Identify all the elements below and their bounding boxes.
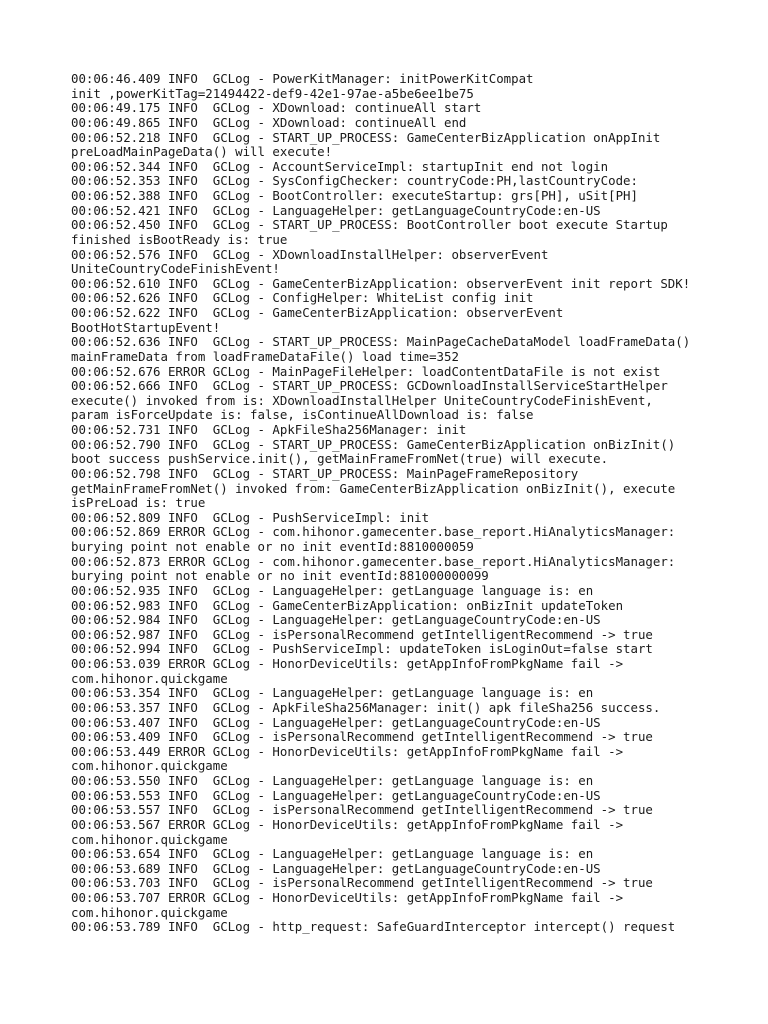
log-document	[71, 72, 721, 935]
log-line: 00:06:53.654 INFO GCLog - LanguageHelper: getLanguage language is: en	[71, 846, 594, 862]
log-line: execute() invoked from is: XDownloadInstallHelper UniteCountryCodeFinishEvent,	[71, 392, 653, 408]
log-line: 00:06:53.407 INFO GCLog - LanguageHelper: getLanguageCountryCode:en-US	[71, 714, 601, 730]
log-line: 00:06:52.344 INFO GCLog - AccountServiceImpl: startupInit end not login	[71, 158, 609, 174]
log-line: 00:06:49.175 INFO GCLog - XDownload: continueAll start	[71, 100, 482, 116]
log-line: 00:06:53.567 ERROR GCLog - HonorDeviceUtils: getAppInfoFromPkgName fail ->	[71, 816, 624, 832]
log-line: init ,powerKitTag=21494422-def9-42e1-97ae-a5be6ee1be75	[71, 85, 474, 101]
log-line: 00:06:52.622 INFO GCLog - GameCenterBizApplication: observerEvent	[71, 305, 564, 320]
log-line: burying point not enable or no init eventId:881000000099	[71, 568, 489, 584]
log-line: 00:06:52.983 INFO GCLog - GameCenterBizApplication: onBizInit updateToken	[71, 597, 624, 613]
log-line: 00:06:52.869 ERROR GCLog - com.hihonor.gamecenter.base_report.HiAnalyticsManager:	[71, 524, 676, 540]
log-line: com.hihonor.quickgame	[71, 670, 228, 686]
log-line: 00:06:52.994 INFO GCLog - PushServiceImpl: updateToken isLoginOut=false start	[71, 641, 653, 657]
log-line: 00:06:52.636 INFO GCLog - START_UP_PROCESS: MainPageCacheDataModel loadFrameData()	[71, 334, 691, 350]
log-line: 00:06:52.626 INFO GCLog - ConfigHelper: WhiteList config init	[71, 290, 534, 306]
log-line: 00:06:52.798 INFO GCLog - START_UP_PROCESS: MainPageFrameRepository	[71, 465, 579, 481]
log-line: 00:06:52.666 INFO GCLog - START_UP_PROCESS: GCDownloadInstallServiceStartHelper	[71, 378, 668, 394]
log-line: com.hihonor.quickgame	[71, 831, 228, 847]
log-line: 00:06:52.731 INFO GCLog - ApkFileSha256Manager: init	[71, 422, 467, 437]
log-line: 00:06:53.557 INFO GCLog - isPersonalRecommend getIntelligentRecommend -> true	[71, 802, 653, 818]
log-line: 00:06:53.409 INFO GCLog - isPersonalRecommend getIntelligentRecommend -> true	[71, 729, 653, 745]
log-line: 00:06:52.987 INFO GCLog - isPersonalRecommend getIntelligentRecommend -> true	[71, 626, 653, 642]
log-line: 00:06:52.218 INFO GCLog - START_UP_PROCESS: GameCenterBizApplication onAppInit	[71, 129, 661, 145]
log-line: 00:06:52.790 INFO GCLog - START_UP_PROCESS: GameCenterBizApplication onBizInit()	[71, 436, 676, 452]
log-line: com.hihonor.quickgame	[71, 904, 228, 920]
log-line: finished isBootReady is: true	[71, 231, 288, 247]
log-line: 00:06:52.388 INFO GCLog - BootController: executeStartup: grs[PH], uSit[PH]	[71, 188, 638, 203]
log-line: 00:06:53.703 INFO GCLog - isPersonalRecommend getIntelligentRecommend -> true	[71, 875, 653, 891]
log-line: 00:06:52.676 ERROR GCLog - MainPageFileHelper: loadContentDataFile is not exist	[71, 363, 661, 379]
log-line: 00:06:52.809 INFO GCLog - PushServiceImpl: init	[71, 509, 430, 525]
log-line: 00:06:53.689 INFO GCLog - LanguageHelper: getLanguageCountryCode:en-US	[71, 860, 601, 876]
log-line: 00:06:53.449 ERROR GCLog - HonorDeviceUtils: getAppInfoFromPkgName fail ->	[71, 743, 624, 759]
log-line: 00:06:52.873 ERROR GCLog - com.hihonor.gamecenter.base_report.HiAnalyticsManager:	[71, 553, 676, 569]
log-line: 00:06:52.576 INFO GCLog - XDownloadInstallHelper: observerEvent	[71, 246, 549, 262]
log-line: preLoadMainPageData() will execute!	[71, 144, 333, 160]
log-line: 00:06:52.935 INFO GCLog - LanguageHelper: getLanguage language is: en	[71, 582, 594, 598]
log-line: 00:06:52.421 INFO GCLog - LanguageHelper: getLanguageCountryCode:en-US	[71, 202, 601, 218]
log-line: isPreLoad is: true	[71, 495, 206, 511]
log-line: 00:06:53.357 INFO GCLog - ApkFileSha256Manager: init() apk fileSha256 success.	[71, 699, 661, 715]
log-line: 00:06:49.865 INFO GCLog - XDownload: continueAll end	[71, 114, 467, 130]
log-line: boot success pushService.init(), getMainFrameFromNet(true) will execute.	[71, 451, 609, 467]
log-line: UniteCountryCodeFinishEvent!	[71, 261, 280, 277]
log-line: 00:06:46.409 INFO GCLog - PowerKitManager: initPowerKitCompat	[71, 71, 534, 86]
log-line: com.hihonor.quickgame	[71, 758, 228, 774]
log-line: 00:06:53.039 ERROR GCLog - HonorDeviceUtils: getAppInfoFromPkgName fail ->	[71, 656, 624, 671]
log-line: 00:06:52.610 INFO GCLog - GameCenterBizApplication: observerEvent init report SDK!	[71, 275, 691, 291]
log-line: param isForceUpdate is: false, isContinueAllDownload is: false	[71, 407, 534, 423]
log-line: 00:06:52.353 INFO GCLog - SysConfigChecker: countryCode:PH,lastCountryCode:	[71, 173, 638, 189]
log-line: burying point not enable or no init eventId:8810000059	[71, 539, 474, 554]
log-line: 00:06:52.984 INFO GCLog - LanguageHelper: getLanguageCountryCode:en-US	[71, 612, 601, 628]
log-line: 00:06:53.550 INFO GCLog - LanguageHelper: getLanguage language is: en	[71, 773, 594, 788]
log-line: 00:06:53.707 ERROR GCLog - HonorDeviceUtils: getAppInfoFromPkgName fail ->	[71, 890, 624, 905]
log-line: 00:06:52.450 INFO GCLog - START_UP_PROCESS: BootController boot execute Startup	[71, 217, 668, 233]
log-line: 00:06:53.789 INFO GCLog - http_request: SafeGuardInterceptor intercept() request	[71, 919, 676, 935]
log-line: 00:06:53.354 INFO GCLog - LanguageHelper: getLanguage language is: en	[71, 685, 594, 701]
log-line: mainFrameData from loadFrameDataFile() load time=352	[71, 348, 459, 364]
log-line: BootHotStartupEvent!	[71, 319, 221, 335]
log-line: 00:06:53.553 INFO GCLog - LanguageHelper: getLanguageCountryCode:en-US	[71, 787, 601, 803]
log-line: getMainFrameFromNet() invoked from: GameCenterBizApplication onBizInit(), execute	[71, 480, 676, 496]
